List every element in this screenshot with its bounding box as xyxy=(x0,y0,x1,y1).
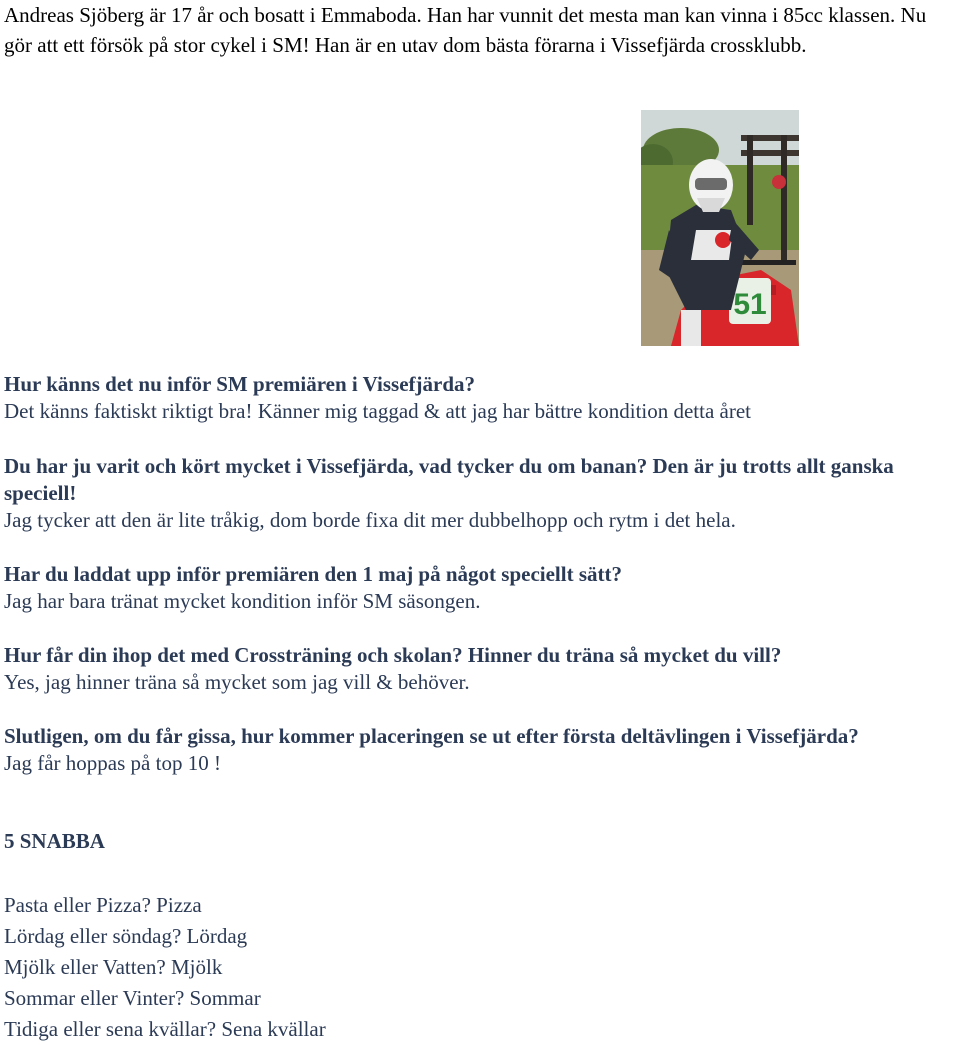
qa-block-5 xyxy=(4,723,960,777)
qa-block-1 xyxy=(4,371,960,425)
question-1: Hur känns det nu inför SM premiären i Vissefjärda? xyxy=(4,372,476,396)
answer-5: Jag får hoppas på top 10 ! xyxy=(4,751,221,775)
snabba-item: Pasta eller Pizza? Pizza xyxy=(4,893,202,917)
answer-3: Jag har bara tränat mycket kondition inför SM säsongen. xyxy=(4,589,481,613)
snabba-item: Tidiga eller sena kvällar? Sena kvällar xyxy=(4,1017,326,1041)
snabba-list xyxy=(4,890,326,1045)
snabba-item: Sommar eller Vinter? Sommar xyxy=(4,986,261,1010)
answer-4: Yes, jag hinner träna så mycket som jag vill & behöver. xyxy=(4,670,470,694)
intro-paragraph: Andreas Sjöberg är 17 år och bosatt i Emmaboda. Han har vunnit det mesta man kan vinna i 85cc klassen. Nu gör att ett försök på stor cykel i SM! Han är en utav dom bästa förarna i Vissefjärda crossklubb. xyxy=(4,3,927,57)
snabba-item: Mjölk eller Vatten? Mjölk xyxy=(4,955,223,979)
qa-block-4 xyxy=(4,642,960,696)
question-3: Har du laddat upp inför premiären den 1 maj på något speciellt sätt? xyxy=(4,562,623,586)
qa-block-3 xyxy=(4,561,960,615)
answer-1: Det känns faktiskt riktigt bra! Känner mig taggad & att jag har bättre kondition detta året xyxy=(4,399,752,423)
rider-photo xyxy=(641,110,799,346)
photo-bib-number: 51 xyxy=(733,288,767,321)
answer-2: Jag tycker att den är lite tråkig, dom borde fixa dit mer dubbelhopp och rytm i det hela. xyxy=(4,508,736,532)
qa-block-2 xyxy=(4,453,960,534)
question-4: Hur får din ihop det med Crossträning och skolan? Hinner du träna så mycket du vill? xyxy=(4,643,782,667)
snabba-heading: 5 SNABBA xyxy=(4,829,105,853)
question-2: Du har ju varit och kört mycket i Vissefjärda, vad tycker du om banan? Den är ju trotts allt ganska speciell! xyxy=(4,454,894,505)
snabba-item: Lördag eller söndag? Lördag xyxy=(4,924,248,948)
question-5: Slutligen, om du får gissa, hur kommer placeringen se ut efter första deltävlingen i Vissefjärda? xyxy=(4,724,859,748)
